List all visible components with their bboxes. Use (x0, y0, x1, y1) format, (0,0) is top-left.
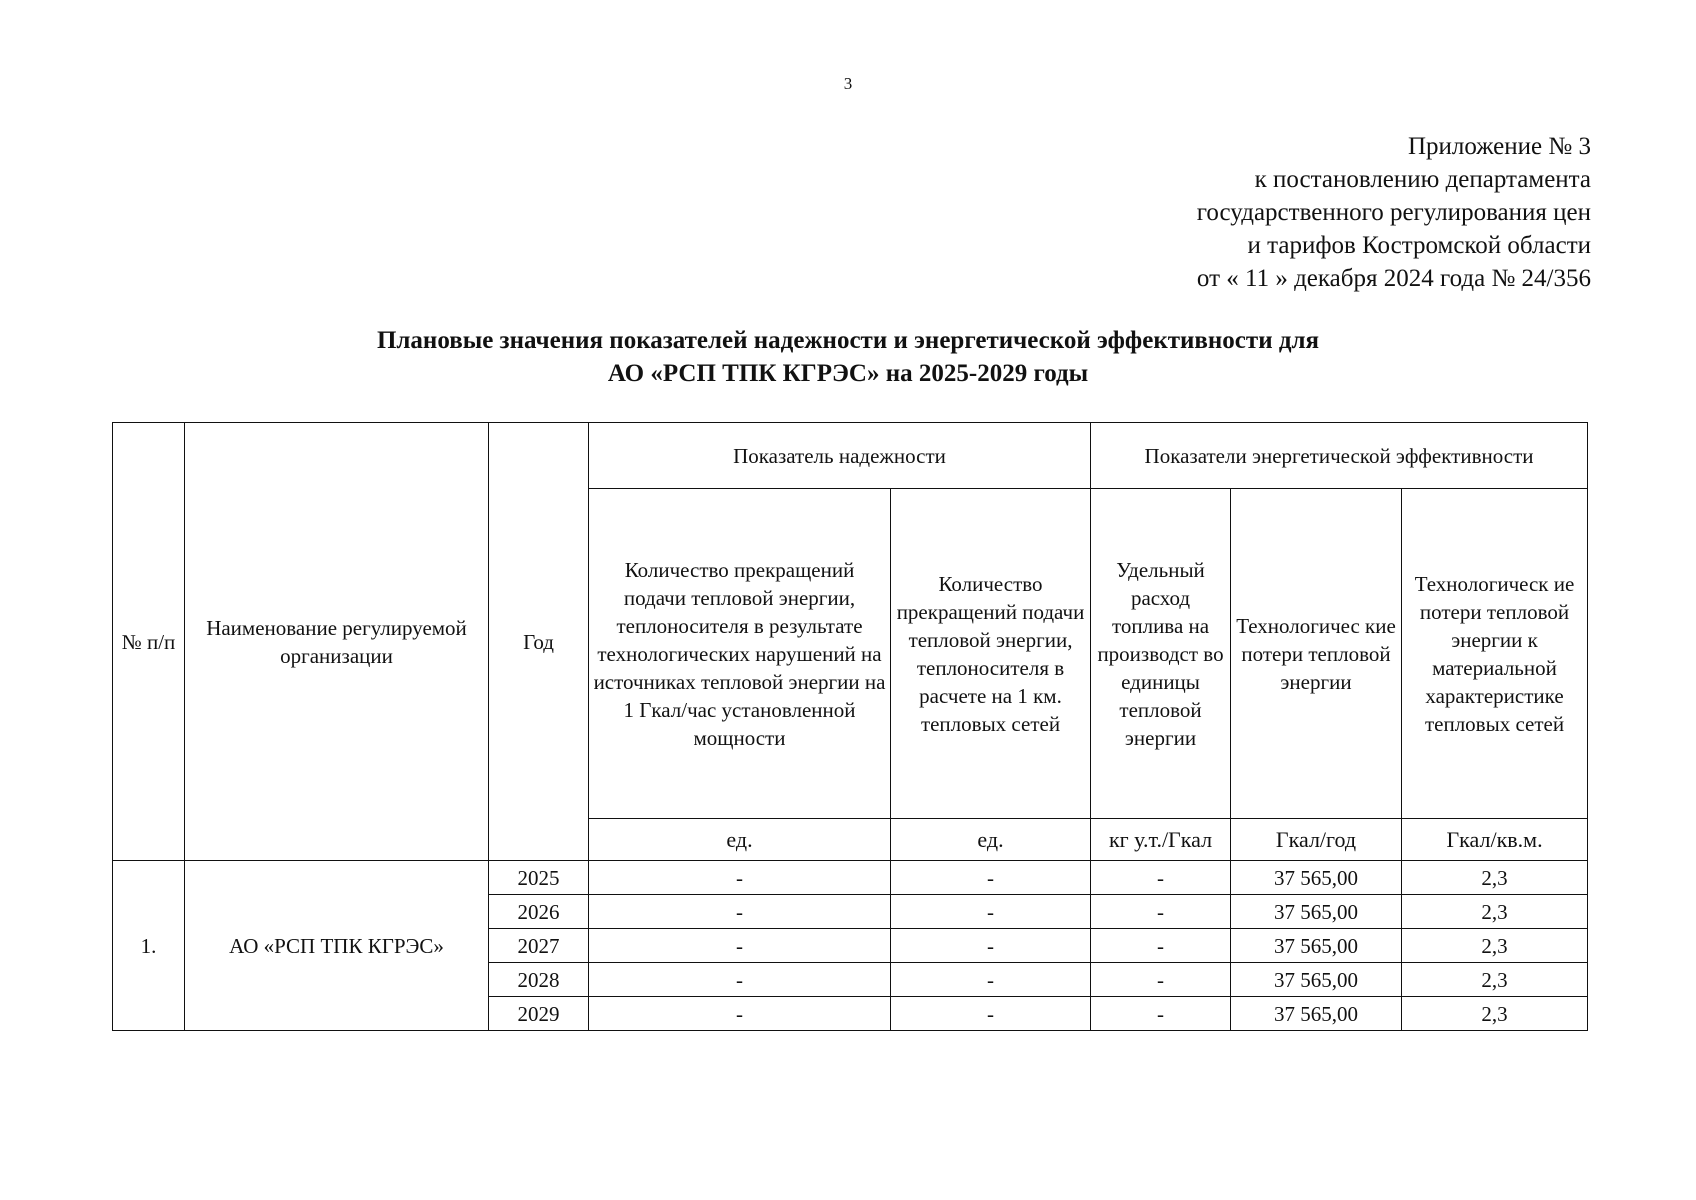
organization-name: АО «РСП ТПК КГРЭС» (185, 861, 489, 1031)
cell-value: 37 565,00 (1231, 929, 1402, 963)
header-heat-losses: Технологичес кие потери тепловой энергии (1231, 489, 1402, 819)
cell-value: - (1091, 895, 1231, 929)
cell-value: - (891, 861, 1091, 895)
cell-year: 2028 (489, 963, 589, 997)
header-heat-losses-material: Технологическ ие потери тепловой энергии к материальной характеристике тепловых сетей (1402, 489, 1588, 819)
page-number: 3 (843, 74, 853, 93)
header-num: № п/п (113, 423, 185, 861)
cell-value: - (589, 929, 891, 963)
cell-value: - (589, 895, 891, 929)
unit-col1: ед. (589, 819, 891, 861)
cell-value: 2,3 (1402, 929, 1588, 963)
cell-value: 37 565,00 (1231, 963, 1402, 997)
cell-value: - (1091, 963, 1231, 997)
header-year: Год (489, 423, 589, 861)
title-line: АО «РСП ТПК КГРЭС» на 2025-2029 годы (607, 360, 1089, 387)
cell-value: - (891, 997, 1091, 1031)
cell-year: 2027 (489, 929, 589, 963)
cell-value: - (891, 895, 1091, 929)
appendix-line: от « 11 » декабря 2024 года № 24/356 (1196, 265, 1591, 292)
cell-value: 37 565,00 (1231, 895, 1402, 929)
cell-value: 2,3 (1402, 861, 1588, 895)
appendix-block (1197, 130, 1591, 295)
cell-value: - (589, 861, 891, 895)
cell-year: 2026 (489, 895, 589, 929)
header-efficiency-group: Показатели энергетической эффективности (1091, 423, 1588, 489)
cell-value: - (1091, 929, 1231, 963)
header-fuel-consumption: Удельный расход топлива на производст во единицы тепловой энергии (1091, 489, 1231, 819)
row-number: 1. (113, 861, 185, 1031)
cell-value: 2,3 (1402, 963, 1588, 997)
cell-value: 2,3 (1402, 895, 1588, 929)
cell-year: 2025 (489, 861, 589, 895)
header-organization: Наименование регулируемой организации (185, 423, 489, 861)
cell-value: 2,3 (1402, 997, 1588, 1031)
unit-col3: кг у.т./Гкал (1091, 819, 1231, 861)
header-reliability-group: Показатель надежности (589, 423, 1091, 489)
appendix-line: Приложение № 3 (1407, 133, 1591, 160)
appendix-line: государственного регулирования цен (1196, 199, 1591, 226)
cell-value: - (1091, 997, 1231, 1031)
appendix-line: к постановлению департамента (1254, 166, 1591, 193)
cell-value: - (589, 997, 891, 1031)
appendix-line: и тарифов Костромской области (1247, 232, 1591, 259)
cell-value: 37 565,00 (1231, 861, 1402, 895)
title-line: Плановые значения показателей надежности и энергетической эффективности для (376, 327, 1320, 354)
cell-year: 2029 (489, 997, 589, 1031)
unit-col2: ед. (891, 819, 1091, 861)
cell-value: 37 565,00 (1231, 997, 1402, 1031)
unit-col4: Гкал/год (1231, 819, 1402, 861)
document-title (0, 324, 1696, 390)
table-row (113, 861, 1588, 895)
cell-value: - (1091, 861, 1231, 895)
cell-value: - (891, 929, 1091, 963)
cell-value: - (589, 963, 891, 997)
header-interruptions-network: Количество прекращений подачи тепловой энергии, теплоносителя в расчете на 1 км. тепловых сетей (891, 489, 1091, 819)
unit-col5: Гкал/кв.м. (1402, 819, 1588, 861)
header-interruptions-source: Количество прекращений подачи тепловой энергии, теплоносителя в результате технологических нарушений на источниках тепловой энергии на 1 Гкал/час установленной мощности (589, 489, 891, 819)
cell-value: - (891, 963, 1091, 997)
indicators-table (112, 422, 1588, 1031)
